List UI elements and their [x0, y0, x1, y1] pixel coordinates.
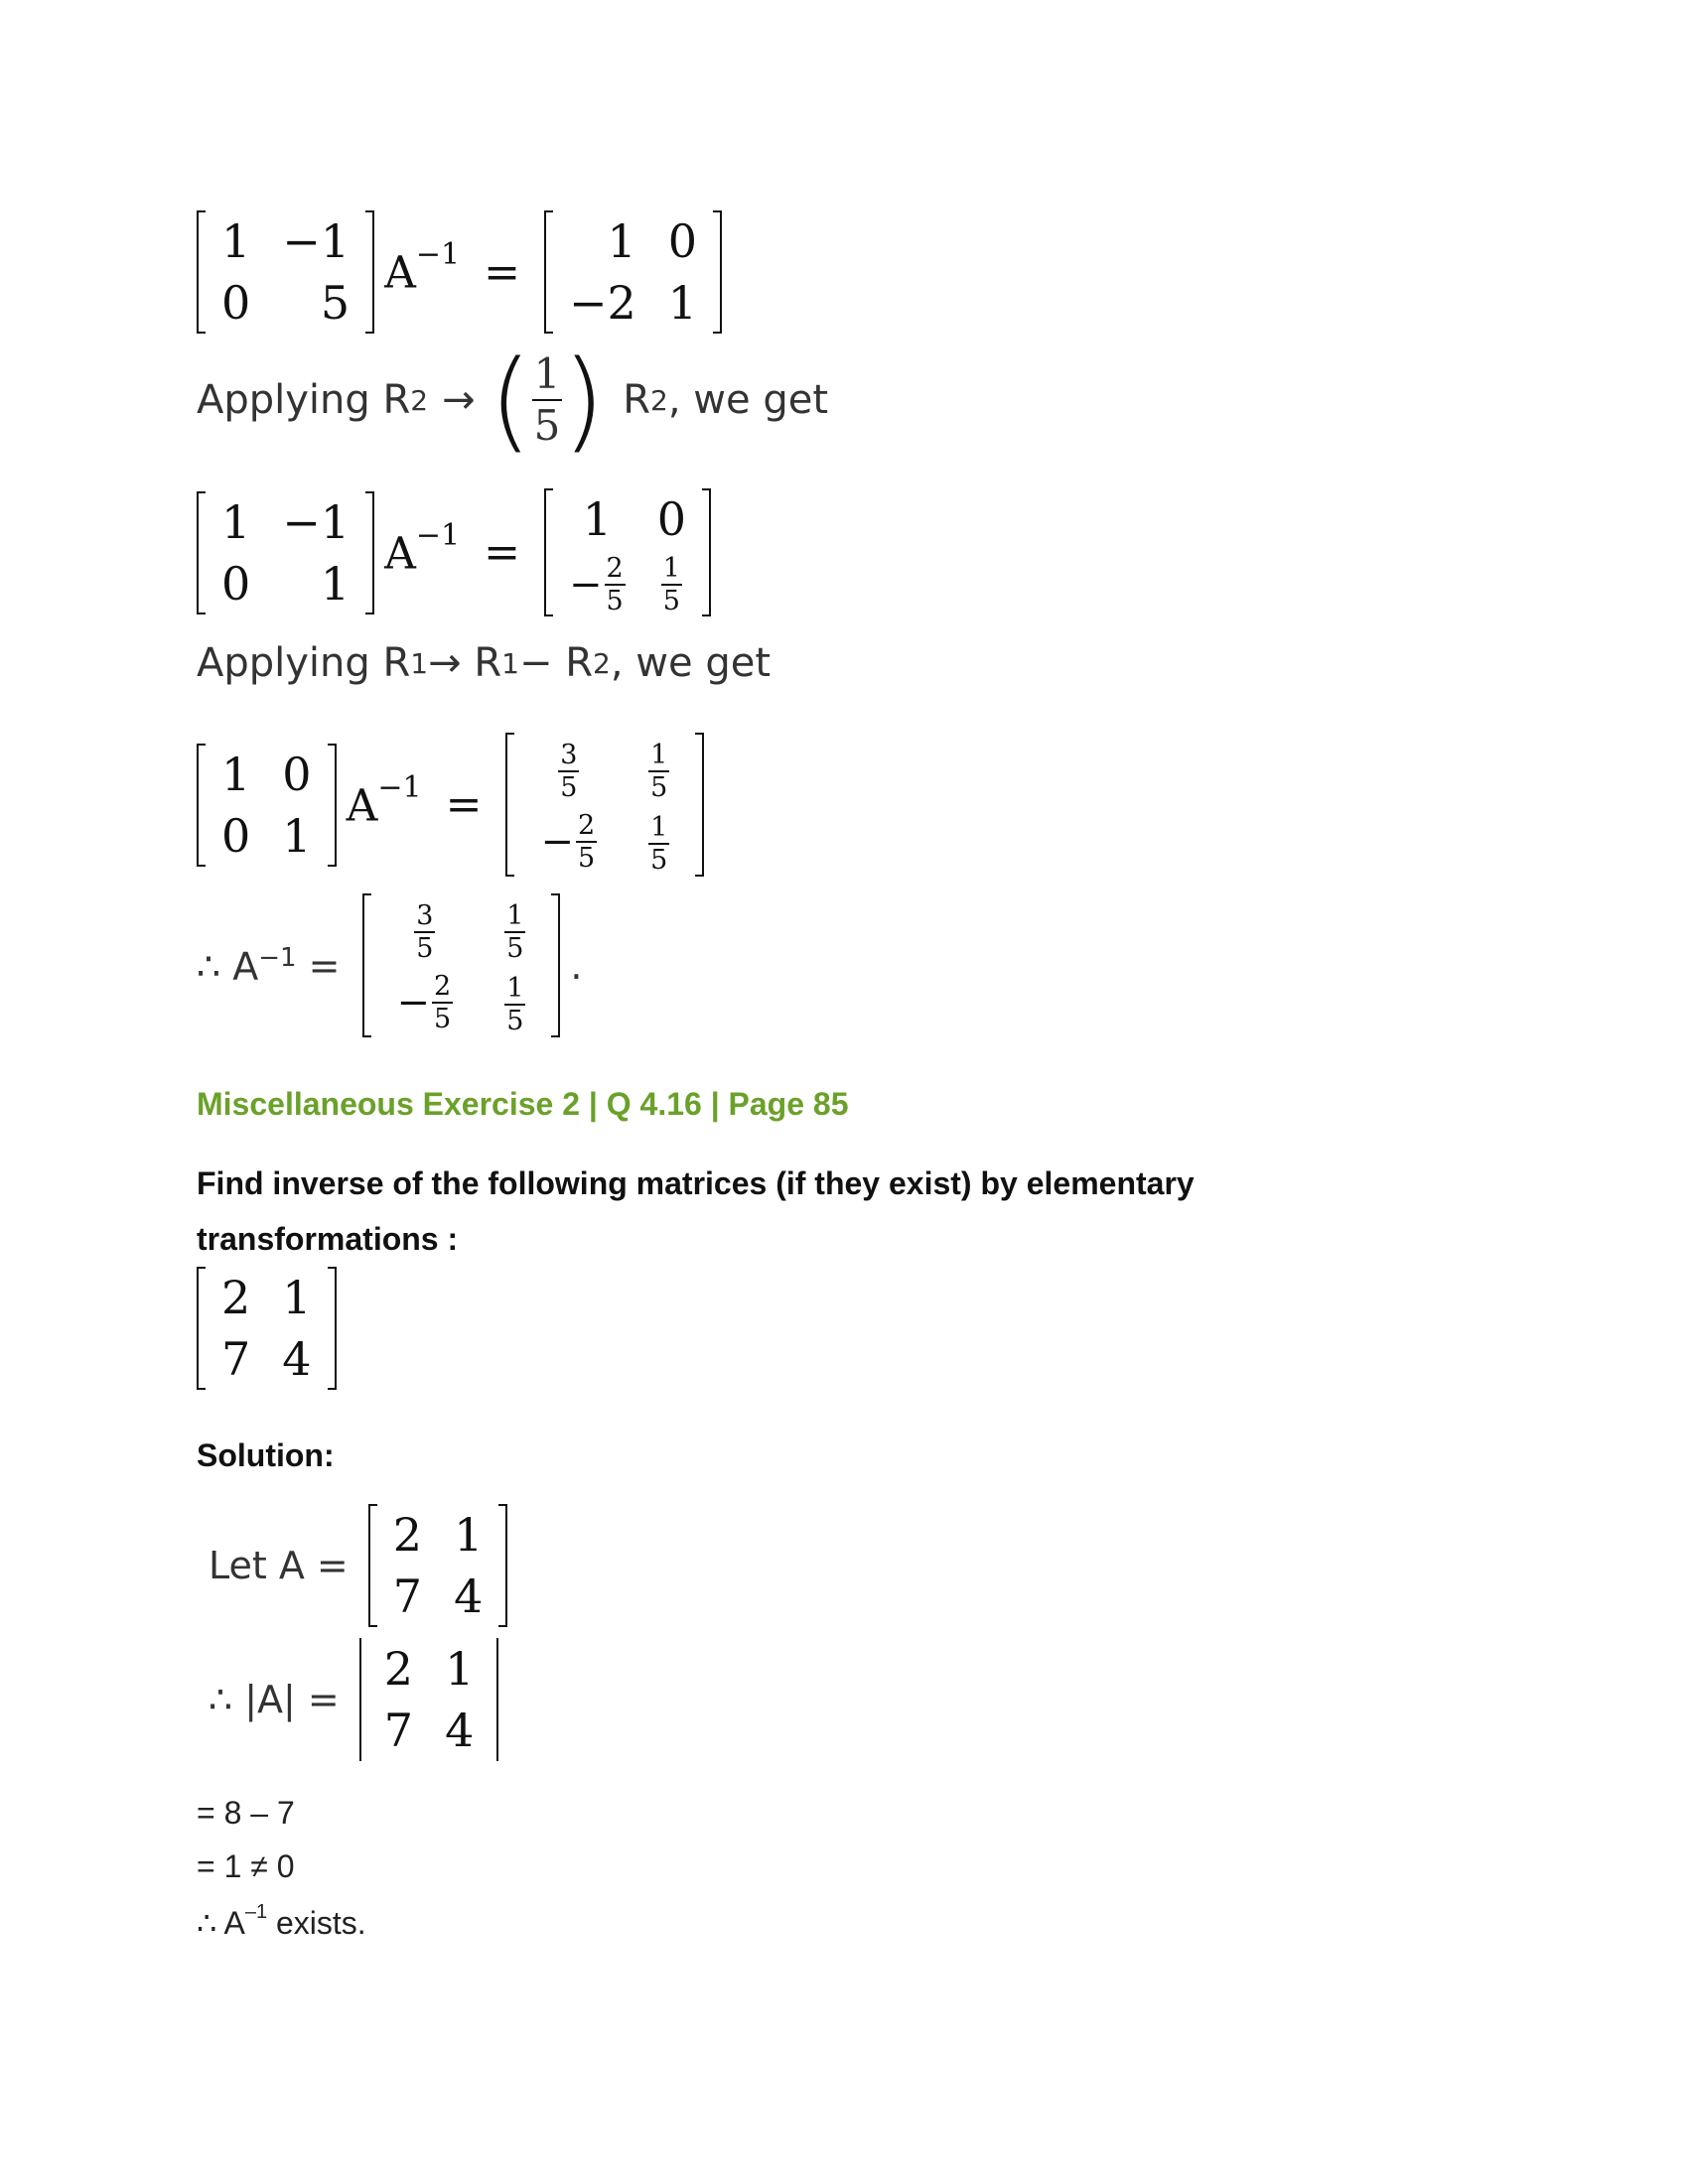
let-label: Let A = — [209, 1544, 349, 1587]
fraction — [414, 900, 435, 964]
question-line: transformations : — [197, 1221, 459, 1257]
minus-sign: − — [540, 819, 574, 865]
fraction — [648, 812, 669, 876]
row-operation-2 — [197, 640, 771, 686]
matrix-cell: 2 — [221, 1271, 251, 1324]
exponent: −1 — [377, 769, 422, 805]
det-matrix — [359, 1638, 499, 1761]
numerator: 2 — [434, 971, 452, 1002]
exponent: −1 — [415, 517, 461, 553]
determinant-block — [209, 1638, 498, 1761]
conclusion-line — [197, 1901, 366, 1942]
matrix-cell: 4 — [454, 1570, 484, 1623]
matrix-cell — [514, 803, 623, 877]
right-paren: ) — [562, 337, 606, 464]
fraction-paren — [489, 337, 606, 464]
question-text — [197, 1156, 1195, 1267]
fraction — [504, 973, 525, 1036]
row-operation-1 — [197, 337, 828, 464]
op-text: Applying R — [197, 640, 411, 686]
denominator: 5 — [650, 844, 668, 876]
matrix-cell: 5 — [320, 276, 351, 330]
matrix-cell: 0 — [221, 276, 251, 330]
op-text: , we get — [667, 377, 828, 423]
fraction — [661, 553, 682, 616]
exponent: –1 — [244, 1901, 268, 1924]
equals-sign: = — [445, 779, 483, 830]
numerator: 1 — [506, 900, 524, 931]
denominator: 5 — [650, 772, 668, 803]
matrix-cell: 1 — [667, 276, 698, 330]
matrix-cell: 0 — [282, 747, 312, 801]
matrix-cell — [479, 893, 551, 964]
minus-sign: − — [568, 562, 603, 608]
matrix-cell — [514, 733, 623, 803]
matrix-cell: 4 — [282, 1332, 312, 1386]
matrix-cell: 0 — [221, 556, 251, 611]
matrix-rhs — [505, 733, 704, 877]
matrix-cell: 1 — [454, 1508, 484, 1562]
matrix-cell: 2 — [392, 1508, 423, 1562]
matrix-cell — [623, 803, 695, 877]
exponent: −1 — [415, 237, 461, 273]
det-label: ∴ |A| = — [209, 1678, 340, 1721]
left-paren: ( — [489, 337, 532, 464]
matrix-cell: 1 — [221, 494, 251, 549]
matrix-result — [362, 893, 561, 1037]
matrix-cell: 0 — [656, 492, 686, 546]
a-symbol: A — [384, 247, 416, 299]
matrix-cell — [371, 964, 480, 1037]
let-matrix — [368, 1504, 508, 1627]
denominator: 5 — [506, 1005, 524, 1036]
denominator: 5 — [533, 401, 561, 450]
matrix-cell: 1 — [320, 556, 351, 611]
op-subscript: 1 — [410, 646, 429, 680]
fraction — [558, 740, 579, 803]
equals-sign: = — [484, 527, 520, 578]
fraction — [504, 900, 525, 964]
op-text: → R — [428, 640, 502, 686]
denominator: 5 — [434, 1004, 452, 1034]
solution-label: Solution: — [197, 1437, 335, 1473]
fraction — [532, 349, 563, 451]
matrix-cell — [641, 550, 702, 616]
denominator: 5 — [560, 772, 578, 803]
numerator: 3 — [416, 900, 434, 931]
matrix-cell: 1 — [607, 214, 636, 268]
equation-step3 — [197, 733, 704, 877]
numerator: 1 — [533, 349, 561, 398]
op-text: , we get — [610, 640, 771, 686]
calc-line-2: = 1 ≠ 0 — [197, 1848, 295, 1884]
matrix-cell: −1 — [282, 214, 351, 268]
matrix-cell: 1 — [282, 1271, 312, 1324]
let-a-block — [209, 1504, 507, 1627]
numerator: 1 — [650, 811, 668, 843]
conclusion-text: ∴ A — [197, 1905, 245, 1941]
a-inverse — [384, 237, 461, 299]
matrix-cell: 1 — [221, 747, 251, 801]
matrix-cell: 0 — [221, 808, 251, 863]
matrix-cell: 1 — [445, 1642, 475, 1696]
matrix-cell: 7 — [221, 1332, 251, 1386]
matrix-cell: −2 — [568, 276, 636, 330]
matrix-cell — [371, 893, 480, 964]
matrix-cell: 2 — [383, 1642, 414, 1696]
numerator: 1 — [662, 553, 680, 584]
equals-sign: = — [484, 246, 520, 298]
matrix-cell — [623, 733, 695, 803]
matrix-lhs — [197, 210, 374, 334]
question-line: Find inverse of the following matrices (if they exist) by elementary — [197, 1165, 1195, 1201]
numerator: 1 — [506, 972, 524, 1004]
matrix-cell — [479, 964, 551, 1037]
matrix-lhs — [197, 491, 374, 614]
fraction — [576, 810, 597, 874]
op-text: R — [623, 377, 651, 423]
minus-sign: − — [396, 980, 431, 1025]
matrix-cell: 0 — [667, 214, 698, 268]
fraction — [648, 740, 669, 803]
matrix-cell: 1 — [582, 492, 612, 546]
matrix-rhs — [544, 210, 722, 334]
question-matrix-block — [197, 1267, 337, 1390]
fraction — [605, 553, 626, 616]
question-matrix — [197, 1267, 337, 1390]
denominator: 5 — [606, 586, 624, 616]
matrix-cell: 1 — [221, 214, 251, 268]
calc-line-1: = 8 – 7 — [197, 1795, 295, 1831]
matrix-cell — [553, 550, 641, 616]
period: . — [570, 943, 583, 988]
numerator: 1 — [650, 740, 668, 770]
a-inverse — [384, 517, 461, 580]
op-subscript: 1 — [501, 646, 519, 680]
op-arrow: → — [442, 377, 476, 423]
matrix-cell: −1 — [282, 494, 351, 549]
result-label — [197, 943, 362, 989]
matrix-cell: 7 — [392, 1570, 423, 1623]
exercise-heading: Miscellaneous Exercise 2 | Q 4.16 | Page 85 — [197, 1086, 849, 1122]
result-inverse — [197, 893, 583, 1037]
op-text: Applying R — [197, 377, 411, 423]
equals-sign: = — [296, 944, 341, 989]
therefore-text: ∴ A — [197, 944, 259, 989]
numerator: 3 — [560, 740, 578, 770]
op-subscript: 2 — [593, 646, 611, 680]
matrix-cell: 1 — [282, 808, 312, 863]
op-text: − R — [518, 640, 594, 686]
a-symbol: A — [346, 780, 378, 832]
conclusion-text: exists. — [267, 1905, 366, 1941]
denominator: 5 — [416, 933, 434, 964]
matrix-cell: 7 — [383, 1704, 414, 1757]
a-symbol: A — [384, 528, 416, 580]
equation-step1 — [197, 210, 722, 334]
denominator: 5 — [577, 843, 596, 874]
numerator: 2 — [577, 810, 596, 841]
a-inverse — [346, 769, 422, 832]
matrix-rhs — [544, 488, 711, 616]
numerator: 2 — [606, 553, 624, 584]
op-subscript: 2 — [650, 383, 668, 417]
fraction — [432, 971, 453, 1034]
exponent: −1 — [258, 942, 297, 973]
op-subscript: 2 — [410, 383, 429, 417]
matrix-lhs — [197, 744, 337, 867]
equation-step2 — [197, 488, 711, 616]
denominator: 5 — [506, 933, 524, 964]
matrix-cell: 4 — [445, 1704, 475, 1757]
denominator: 5 — [662, 586, 680, 616]
